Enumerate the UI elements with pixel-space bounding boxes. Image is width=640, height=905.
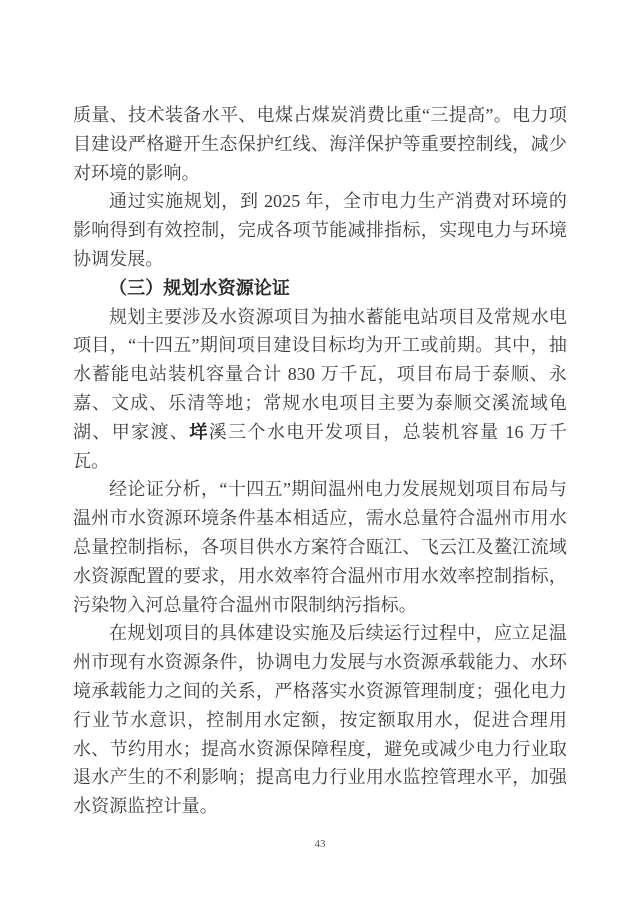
- paragraph-continuation: 质量、技术装备水平、电煤占煤炭消费比重“三提高”。电力项目建设严格避开生态保护红线、海洋保护等重要控制线，减少对环境的影响。: [73, 105, 567, 183]
- paragraph-text-part1: 规划主要涉及水资源项目为抽水蓄能电站项目及常规水电项目，“十四五”期间项目建设目标均为开工或前期。其中，抽水蓄能电站装机容量合计 830 万千瓦，项目布局于泰顺、永嘉、文成、乐清等地；常规水电项目主要为泰顺交溪流域龟湖、甲家渡、: [73, 306, 567, 442]
- paragraph-implementation-requirements: 在规划项目的具体建设实施及后续运行过程中，应立足温州市现有水资源条件，协调电力发展与水资源承载能力、水环境承载能力之间的关系，严格落实水资源管理制度；强化电力行业节水意识，控制用水定额，按定额取用水，促进合理用水、节约用水；提高水资源保障程度，避免或减少电力行业取退水产生的不利影响；提高电力行业用水监控管理水平，加强水资源监控计量。: [73, 623, 567, 817]
- paragraph-analysis-conclusion: 经论证分析，“十四五”期间温州电力发展规划项目布局与温州市水资源环境条件基本相适应，需水总量符合温州市用水总量控制指标，各项目供水方案符合瓯江、飞云江及鳌江流域水资源配置的要求，用水效率符合温州市用水效率控制指标，污染物入河总量符合温州市限制纳污指标。: [73, 479, 567, 615]
- document-body: [73, 101, 567, 821]
- paragraph-plan-implementation: 通过实施规划，到 2025 年，全市电力生产消费对环境的影响得到有效控制，完成各项节能减排指标，实现电力与环境协调发展。: [73, 191, 567, 269]
- bold-character-yang: 垟: [189, 421, 209, 442]
- paragraph-text-part2: 溪三个水电开发项目，总装机容量 16 万千瓦。: [73, 421, 567, 471]
- section-heading-water-resources: （三）规划水资源论证: [109, 277, 290, 298]
- paragraph-water-projects: [73, 303, 567, 476]
- page-number: 43: [314, 838, 326, 850]
